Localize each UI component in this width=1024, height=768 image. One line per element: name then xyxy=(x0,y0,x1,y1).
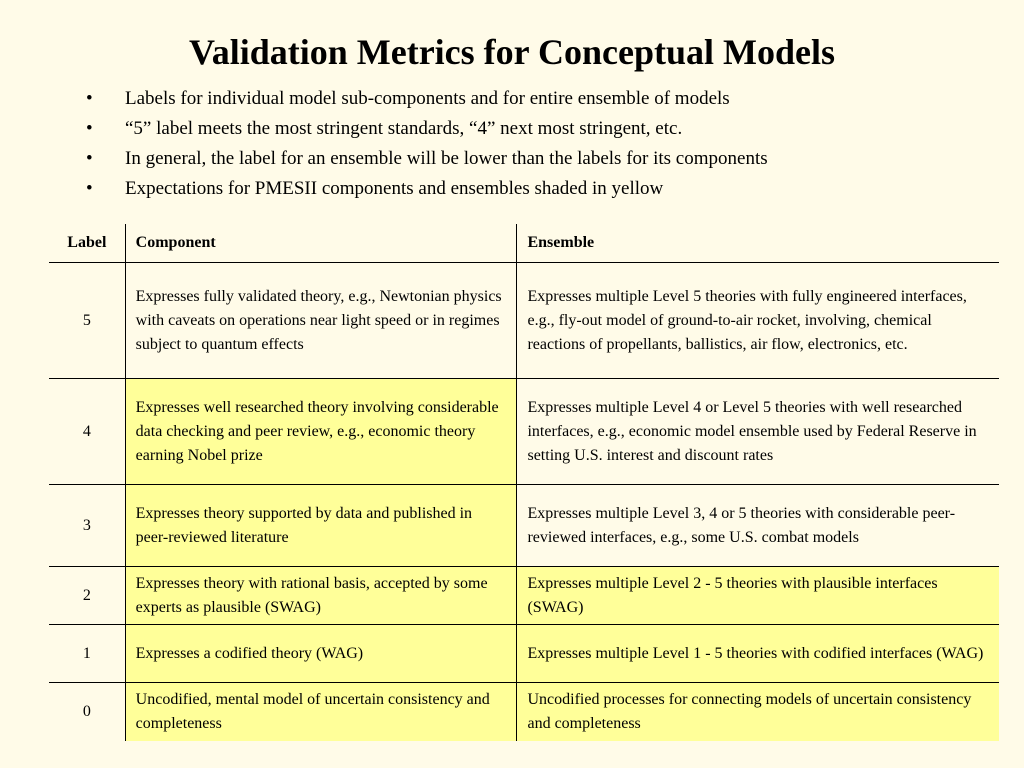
ensemble-cell: Uncodified processes for connecting models of uncertain consistency and completeness xyxy=(517,683,999,741)
bullet-list xyxy=(86,84,768,204)
validation-metrics-table xyxy=(49,224,999,741)
component-cell: Expresses theory supported by data and published in peer-reviewed literature xyxy=(125,485,517,567)
ensemble-cell: Expresses multiple Level 2 - 5 theories with plausible interfaces (SWAG) xyxy=(517,567,999,625)
table-row xyxy=(49,683,999,741)
ensemble-cell: Expresses multiple Level 5 theories with fully engineered interfaces, e.g., fly-out model of ground-to-air rocket, involving, chemical reactions of propellants, ballistics, air flow, electronics, etc. xyxy=(517,263,999,379)
ensemble-cell: Expresses multiple Level 4 or Level 5 theories with well researched interfaces, e.g., economic model ensemble used by Federal Reserve in setting U.S. interest and discount rates xyxy=(517,379,999,485)
bullet-item: • In general, the label for an ensemble will be lower than the labels for its components xyxy=(86,144,768,174)
row-label: 4 xyxy=(49,379,125,485)
header-component: Component xyxy=(125,224,517,263)
table-row xyxy=(49,263,999,379)
table-row xyxy=(49,625,999,683)
component-cell: Expresses well researched theory involving considerable data checking and peer review, e.g., economic theory earning Nobel prize xyxy=(125,379,517,485)
table-header-row xyxy=(49,224,999,263)
ensemble-cell: Expresses multiple Level 3, 4 or 5 theories with considerable peer-reviewed interfaces, e.g., some U.S. combat models xyxy=(517,485,999,567)
ensemble-cell: Expresses multiple Level 1 - 5 theories with codified interfaces (WAG) xyxy=(517,625,999,683)
header-label: Label xyxy=(67,234,107,251)
table-row xyxy=(49,379,999,485)
bullet-item: • Labels for individual model sub-components and for entire ensemble of models xyxy=(86,84,768,114)
row-label: 3 xyxy=(49,485,125,567)
component-cell: Uncodified, mental model of uncertain consistency and completeness xyxy=(125,683,517,741)
bullet-item: • “5” label meets the most stringent standards, “4” next most stringent, etc. xyxy=(86,114,768,144)
component-cell: Expresses theory with rational basis, accepted by some experts as plausible (SWAG) xyxy=(125,567,517,625)
row-label: 5 xyxy=(49,263,125,379)
row-label: 1 xyxy=(49,625,125,683)
component-cell: Expresses a codified theory (WAG) xyxy=(125,625,517,683)
slide-title: Validation Metrics for Conceptual Models xyxy=(189,32,835,72)
row-label: 2 xyxy=(49,567,125,625)
header-ensemble: Ensemble xyxy=(517,224,999,263)
row-label: 0 xyxy=(49,683,125,741)
component-cell: Expresses fully validated theory, e.g., Newtonian physics with caveats on operations near light speed or in regimes subject to quantum effects xyxy=(125,263,517,379)
table-row xyxy=(49,567,999,625)
table-row xyxy=(49,485,999,567)
bullet-item: • Expectations for PMESII components and ensembles shaded in yellow xyxy=(86,174,768,204)
